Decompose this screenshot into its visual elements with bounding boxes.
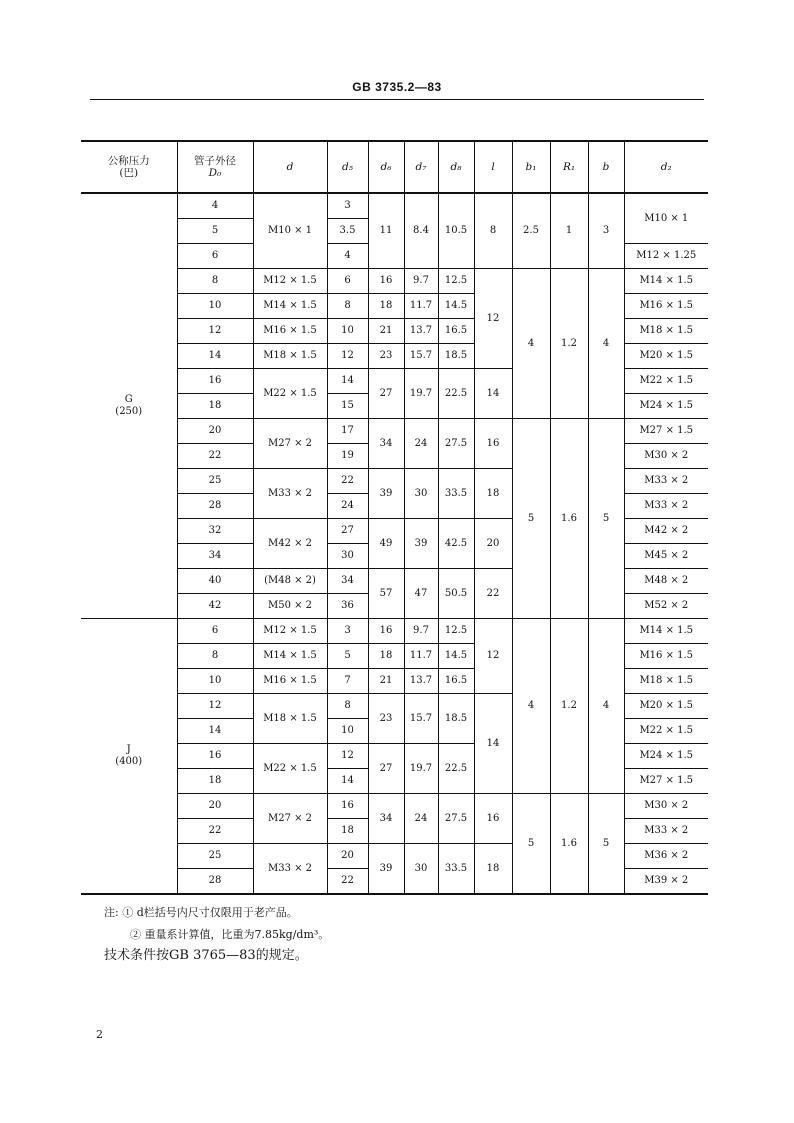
cell-d5: 6	[327, 269, 368, 294]
cell-d8: 10.5	[438, 193, 474, 269]
cell-l: 16	[474, 419, 512, 469]
cell-d2: M42 × 2	[624, 519, 708, 544]
cell-d8: 22.5	[438, 744, 474, 794]
cell-d7: 11.7	[404, 644, 438, 669]
notes-label: 注:	[104, 906, 119, 919]
cell-r1: 1.6	[550, 794, 588, 895]
cell-l: 14	[474, 694, 512, 794]
cell-d2: M22 × 1.5	[624, 719, 708, 744]
cell-d: M33 × 2	[253, 469, 327, 519]
cell-d8: 12.5	[438, 269, 474, 294]
cell-d0: 20	[177, 419, 253, 444]
cell-l: 16	[474, 794, 512, 844]
notes-block	[104, 902, 329, 946]
cell-d2: M18 × 1.5	[624, 319, 708, 344]
cell-d8: 18.5	[438, 694, 474, 744]
cell-d5: 22	[327, 469, 368, 494]
cell-d0: 42	[177, 594, 253, 619]
cell-l: 22	[474, 569, 512, 619]
cell-d7: 24	[404, 794, 438, 844]
cell-d: M27 × 2	[253, 419, 327, 469]
cell-d: M14 × 1.5	[253, 644, 327, 669]
cell-r1: 1.2	[550, 619, 588, 794]
header-d5: d₅	[327, 141, 368, 193]
cell-d2: M12 × 1.25	[624, 244, 708, 269]
cell-d2: M24 × 1.5	[624, 744, 708, 769]
cell-d5: 8	[327, 294, 368, 319]
cell-d2: M33 × 2	[624, 469, 708, 494]
cell-d6: 21	[368, 319, 404, 344]
cell-d: M16 × 1.5	[253, 319, 327, 344]
cell-d8: 14.5	[438, 644, 474, 669]
header-l: l	[474, 141, 512, 193]
cell-d8: 27.5	[438, 419, 474, 469]
cell-l: 14	[474, 369, 512, 419]
cell-d2: M10 × 1	[624, 193, 708, 244]
cell-d5: 3.5	[327, 219, 368, 244]
cell-d6: 18	[368, 644, 404, 669]
cell-b1: 4	[512, 269, 550, 419]
cell-l: 18	[474, 469, 512, 519]
cell-d0: 14	[177, 344, 253, 369]
cell-d0: 28	[177, 494, 253, 519]
cell-d5: 22	[327, 869, 368, 895]
header-d7: d₇	[404, 141, 438, 193]
cell-d: M22 × 1.5	[253, 369, 327, 419]
cell-d6: 27	[368, 369, 404, 419]
table-header-row	[81, 141, 708, 193]
cell-d5: 8	[327, 694, 368, 719]
cell-d2: M48 × 2	[624, 569, 708, 594]
cell-d: M12 × 1.5	[253, 619, 327, 644]
cell-d2: M14 × 1.5	[624, 619, 708, 644]
cell-d6: 39	[368, 469, 404, 519]
cell-d6: 16	[368, 619, 404, 644]
cell-d2: M20 × 1.5	[624, 344, 708, 369]
cell-d: M18 × 1.5	[253, 694, 327, 744]
cell-d0: 25	[177, 469, 253, 494]
cell-r1: 1.6	[550, 419, 588, 619]
technical-conditions: 技术条件按GB 3765—83的规定。	[104, 948, 308, 963]
cell-d0: 8	[177, 269, 253, 294]
cell-d2: M16 × 1.5	[624, 294, 708, 319]
cell-b: 4	[588, 619, 624, 794]
cell-d5: 20	[327, 844, 368, 869]
cell-d2: M30 × 2	[624, 444, 708, 469]
cell-d0: 20	[177, 794, 253, 819]
header-rule	[90, 99, 704, 100]
cell-d5: 34	[327, 569, 368, 594]
cell-d0: 28	[177, 869, 253, 895]
note-2: ② 重量系计算值，比重为7.85kg/dm³。	[130, 928, 330, 941]
cell-d5: 10	[327, 719, 368, 744]
cell-d: M14 × 1.5	[253, 294, 327, 319]
cell-d5: 4	[327, 244, 368, 269]
cell-d6: 11	[368, 193, 404, 269]
cell-d0: 32	[177, 519, 253, 544]
cell-d0: 18	[177, 394, 253, 419]
cell-d7: 39	[404, 519, 438, 569]
cell-d6: 57	[368, 569, 404, 619]
cell-d8: 50.5	[438, 569, 474, 619]
cell-d2: M24 × 1.5	[624, 394, 708, 419]
cell-d0: 4	[177, 193, 253, 219]
cell-d8: 14.5	[438, 294, 474, 319]
cell-d6: 34	[368, 794, 404, 844]
cell-d2: M33 × 2	[624, 494, 708, 519]
cell-d6: 23	[368, 344, 404, 369]
cell-b: 5	[588, 419, 624, 619]
cell-d2: M52 × 2	[624, 594, 708, 619]
cell-l: 18	[474, 844, 512, 895]
cell-d: M18 × 1.5	[253, 344, 327, 369]
cell-d6: 16	[368, 269, 404, 294]
cell-d8: 27.5	[438, 794, 474, 844]
header-R1: R₁	[550, 141, 588, 193]
cell-d0: 34	[177, 544, 253, 569]
cell-d5: 30	[327, 544, 368, 569]
cell-d: M33 × 2	[253, 844, 327, 895]
cell-r1: 1.2	[550, 269, 588, 419]
cell-d6: 49	[368, 519, 404, 569]
cell-d0: 6	[177, 619, 253, 644]
cell-d5: 16	[327, 794, 368, 819]
cell-d6: 34	[368, 419, 404, 469]
group-label-g: G (250)	[81, 193, 177, 619]
cell-d0: 8	[177, 644, 253, 669]
cell-d6: 39	[368, 844, 404, 895]
cell-d2: M36 × 2	[624, 844, 708, 869]
cell-d6: 27	[368, 744, 404, 794]
group-label-j: J (400)	[81, 619, 177, 895]
cell-d5: 15	[327, 394, 368, 419]
cell-d5: 14	[327, 769, 368, 794]
cell-d7: 30	[404, 844, 438, 895]
cell-b: 5	[588, 794, 624, 895]
cell-d2: M16 × 1.5	[624, 644, 708, 669]
cell-d7: 15.7	[404, 694, 438, 744]
cell-d2: M18 × 1.5	[624, 669, 708, 694]
cell-d5: 12	[327, 344, 368, 369]
cell-d0: 22	[177, 444, 253, 469]
cell-l: 12	[474, 269, 512, 369]
dimension-table	[81, 140, 708, 895]
cell-d2: M39 × 2	[624, 869, 708, 895]
cell-d8: 12.5	[438, 619, 474, 644]
header-d8: d₈	[438, 141, 474, 193]
cell-d5: 5	[327, 644, 368, 669]
cell-d0: 10	[177, 669, 253, 694]
cell-d0: 12	[177, 694, 253, 719]
cell-d7: 19.7	[404, 369, 438, 419]
header-d2: d₂	[624, 141, 708, 193]
cell-d2: M27 × 1.5	[624, 769, 708, 794]
cell-d: M22 × 1.5	[253, 744, 327, 794]
header-d6: d₆	[368, 141, 404, 193]
note-1-text: ① d栏括号内尺寸仅限用于老产品。	[122, 906, 298, 919]
note-1	[104, 902, 329, 924]
cell-b1: 5	[512, 419, 550, 619]
cell-d5: 36	[327, 594, 368, 619]
cell-d5: 17	[327, 419, 368, 444]
cell-d0: 12	[177, 319, 253, 344]
cell-b: 4	[588, 269, 624, 419]
cell-d: (M48 × 2)	[253, 569, 327, 594]
table-row	[81, 193, 708, 219]
cell-d5: 10	[327, 319, 368, 344]
cell-d2: M20 × 1.5	[624, 694, 708, 719]
cell-d2: M30 × 2	[624, 794, 708, 819]
cell-d7: 15.7	[404, 344, 438, 369]
cell-d5: 24	[327, 494, 368, 519]
cell-d: M12 × 1.5	[253, 269, 327, 294]
standard-header: GB 3735.2—83	[352, 80, 442, 94]
cell-d7: 47	[404, 569, 438, 619]
cell-d: M50 × 2	[253, 594, 327, 619]
cell-d: M16 × 1.5	[253, 669, 327, 694]
cell-d7: 11.7	[404, 294, 438, 319]
cell-d2: M27 × 1.5	[624, 419, 708, 444]
header-d: d	[253, 141, 327, 193]
cell-d5: 3	[327, 193, 368, 219]
cell-d0: 22	[177, 819, 253, 844]
cell-d0: 16	[177, 744, 253, 769]
cell-d8: 33.5	[438, 844, 474, 895]
cell-d7: 9.7	[404, 269, 438, 294]
header-outer-diameter: 管子外径 D₀	[177, 141, 253, 193]
cell-d8: 22.5	[438, 369, 474, 419]
cell-d0: 14	[177, 719, 253, 744]
cell-l: 12	[474, 619, 512, 694]
header-b1: b₁	[512, 141, 550, 193]
cell-b1: 5	[512, 794, 550, 895]
page-number: 2	[96, 1028, 103, 1041]
cell-d6: 23	[368, 694, 404, 744]
cell-d5: 18	[327, 819, 368, 844]
cell-d5: 14	[327, 369, 368, 394]
header-pressure: 公称压力 (巴)	[81, 141, 177, 193]
cell-d2: M45 × 2	[624, 544, 708, 569]
cell-d7: 30	[404, 469, 438, 519]
cell-d6: 18	[368, 294, 404, 319]
header-b: b	[588, 141, 624, 193]
cell-d5: 3	[327, 619, 368, 644]
cell-d8: 33.5	[438, 469, 474, 519]
cell-d2: M22 × 1.5	[624, 369, 708, 394]
cell-d0: 16	[177, 369, 253, 394]
table-row	[81, 619, 708, 644]
cell-d0: 25	[177, 844, 253, 869]
cell-d8: 42.5	[438, 519, 474, 569]
cell-d0: 10	[177, 294, 253, 319]
cell-d5: 12	[327, 744, 368, 769]
cell-d2: M14 × 1.5	[624, 269, 708, 294]
cell-l: 20	[474, 519, 512, 569]
cell-d7: 19.7	[404, 744, 438, 794]
cell-d5: 7	[327, 669, 368, 694]
cell-d: M27 × 2	[253, 794, 327, 844]
cell-b: 3	[588, 193, 624, 269]
cell-l: 8	[474, 193, 512, 269]
cell-d0: 18	[177, 769, 253, 794]
cell-d5: 27	[327, 519, 368, 544]
cell-d7: 13.7	[404, 669, 438, 694]
cell-d8: 16.5	[438, 319, 474, 344]
cell-d7: 8.4	[404, 193, 438, 269]
cell-d8: 16.5	[438, 669, 474, 694]
cell-d0: 40	[177, 569, 253, 594]
cell-b1: 4	[512, 619, 550, 794]
cell-b1: 2.5	[512, 193, 550, 269]
cell-d8: 18.5	[438, 344, 474, 369]
cell-d6: 21	[368, 669, 404, 694]
cell-d: M42 × 2	[253, 519, 327, 569]
cell-d0: 6	[177, 244, 253, 269]
cell-r1: 1	[550, 193, 588, 269]
cell-d7: 13.7	[404, 319, 438, 344]
cell-d7: 9.7	[404, 619, 438, 644]
cell-d5: 19	[327, 444, 368, 469]
cell-d: M10 × 1	[253, 193, 327, 269]
cell-d7: 24	[404, 419, 438, 469]
cell-d0: 5	[177, 219, 253, 244]
cell-d2: M33 × 2	[624, 819, 708, 844]
